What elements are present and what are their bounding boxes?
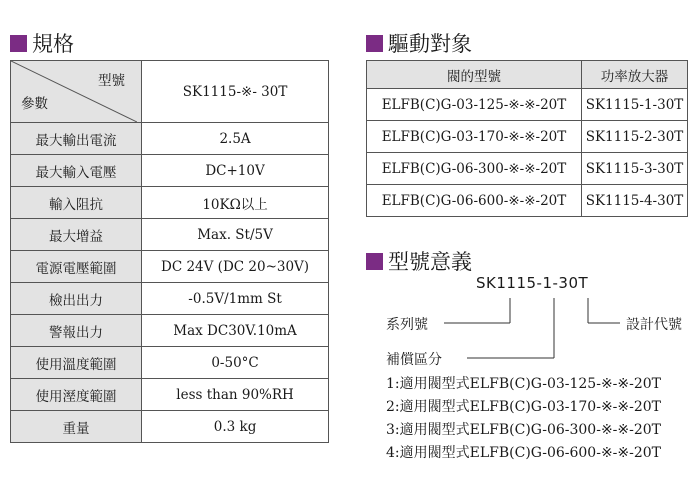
model-item: 2:適用閥型式ELFB(C)G-03-170-※-※-20T bbox=[386, 399, 662, 415]
valve-model: ELFB(C)G-03-170-※-※-20T bbox=[367, 121, 582, 153]
purple-square-icon bbox=[366, 253, 383, 270]
spec-row bbox=[11, 411, 329, 443]
drive-row bbox=[367, 185, 688, 217]
series-label: 系列號 bbox=[386, 317, 428, 333]
spec-row bbox=[11, 123, 329, 155]
design-label: 設計代號 bbox=[626, 317, 682, 333]
model-heading bbox=[366, 246, 472, 276]
spec-value: 10KΩ以上 bbox=[142, 187, 329, 219]
amp-model: SK1115-2-30T bbox=[582, 121, 688, 153]
drive-heading bbox=[366, 28, 472, 58]
col-valve: 閥的型號 bbox=[367, 61, 582, 89]
spec-row bbox=[11, 347, 329, 379]
spec-value: DC+10V bbox=[142, 155, 329, 187]
spec-row bbox=[11, 315, 329, 347]
spec-label: 警報出力 bbox=[11, 315, 142, 347]
spec-value: Max DC30V.10mA bbox=[142, 315, 329, 347]
spec-label: 使用溼度範圍 bbox=[11, 379, 142, 411]
model-item: 3:適用閥型式ELFB(C)G-06-300-※-※-20T bbox=[386, 422, 662, 438]
spec-label: 重量 bbox=[11, 411, 142, 443]
spec-value: Max. St/5V bbox=[142, 219, 329, 251]
param-label: 參數 bbox=[21, 96, 48, 112]
code-comp: -1- bbox=[536, 274, 559, 292]
code-design: 30T bbox=[558, 274, 589, 292]
spec-table bbox=[10, 60, 329, 443]
amp-model: SK1115-3-30T bbox=[582, 153, 688, 185]
spec-value: 0.3 kg bbox=[142, 411, 329, 443]
purple-square-icon bbox=[10, 35, 27, 52]
model-item: 1:適用閥型式ELFB(C)G-03-125-※-※-20T bbox=[386, 376, 662, 392]
spec-row bbox=[11, 219, 329, 251]
spec-label: 最大輸入電壓 bbox=[11, 155, 142, 187]
model-title: 型號意義 bbox=[388, 250, 472, 274]
drive-header-row bbox=[367, 61, 688, 89]
valve-model: ELFB(C)G-06-600-※-※-20T bbox=[367, 185, 582, 217]
spec-header-value: SK1115-※- 30T bbox=[142, 61, 329, 123]
spec-row bbox=[11, 187, 329, 219]
spec-header-diagonal bbox=[11, 61, 142, 123]
comp-label: 補償區分 bbox=[386, 352, 442, 368]
spec-value: 2.5A bbox=[142, 123, 329, 155]
spec-label: 輸入阻抗 bbox=[11, 187, 142, 219]
spec-value: 0-50°C bbox=[142, 347, 329, 379]
spec-label: 最大增益 bbox=[11, 219, 142, 251]
spec-title: 規格 bbox=[32, 32, 74, 56]
spec-row bbox=[11, 251, 329, 283]
spec-heading bbox=[10, 28, 74, 58]
amp-model: SK1115-4-30T bbox=[582, 185, 688, 217]
model-item: 4:適用閥型式ELFB(C)G-06-600-※-※-20T bbox=[386, 445, 662, 461]
model-label: 型號 bbox=[98, 73, 125, 89]
drive-row bbox=[367, 153, 688, 185]
drive-row bbox=[367, 89, 688, 121]
spec-value: DC 24V (DC 20~30V) bbox=[142, 251, 329, 283]
purple-square-icon bbox=[366, 35, 383, 52]
code-series: SK1115 bbox=[476, 274, 537, 292]
spec-row bbox=[11, 379, 329, 411]
spec-label: 最大輸出電流 bbox=[11, 123, 142, 155]
amp-model: SK1115-1-30T bbox=[582, 89, 688, 121]
spec-value: -0.5V/1mm St bbox=[142, 283, 329, 315]
spec-label: 電源電壓範圍 bbox=[11, 251, 142, 283]
spec-label: 使用溫度範圍 bbox=[11, 347, 142, 379]
drive-table bbox=[366, 60, 688, 217]
drive-title: 驅動對象 bbox=[388, 32, 472, 56]
col-amp: 功率放大器 bbox=[582, 61, 688, 89]
spec-row bbox=[11, 155, 329, 187]
valve-model: ELFB(C)G-06-300-※-※-20T bbox=[367, 153, 582, 185]
spec-value: less than 90%RH bbox=[142, 379, 329, 411]
model-code bbox=[476, 274, 588, 292]
valve-model: ELFB(C)G-03-125-※-※-20T bbox=[367, 89, 582, 121]
spec-row bbox=[11, 283, 329, 315]
spec-header-row bbox=[11, 61, 329, 123]
drive-row bbox=[367, 121, 688, 153]
spec-label: 檢出出力 bbox=[11, 283, 142, 315]
